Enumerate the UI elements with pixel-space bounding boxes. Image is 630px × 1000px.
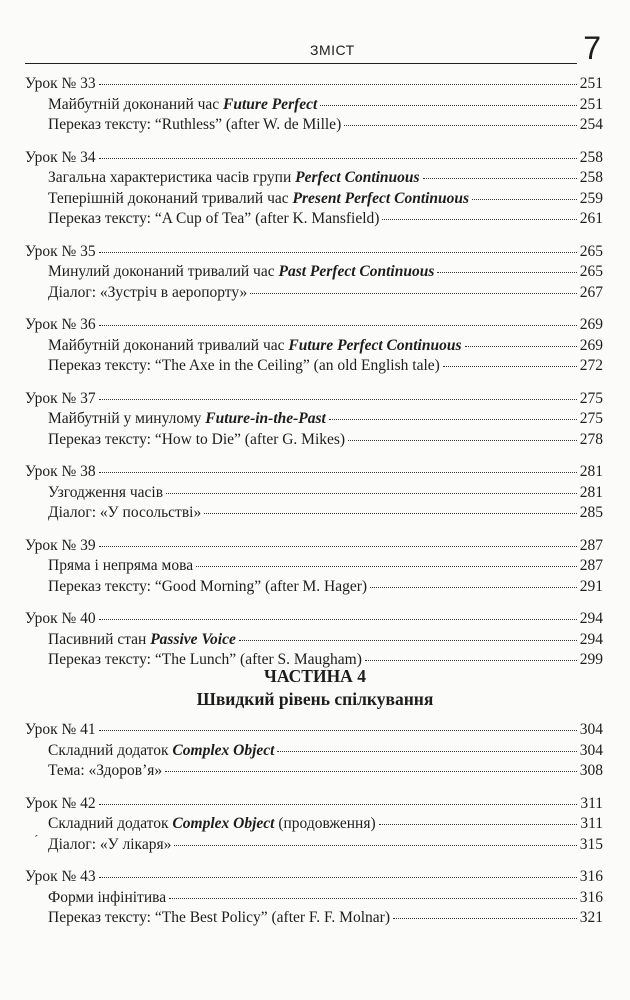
dot-leader xyxy=(165,771,577,772)
topic-entry-title xyxy=(48,815,376,833)
dot-leader xyxy=(99,399,577,400)
dot-leader xyxy=(239,640,577,641)
dot-leader xyxy=(99,546,577,547)
dot-leader xyxy=(365,660,577,661)
lesson-block xyxy=(25,721,603,783)
grammar-term: Passive Voice xyxy=(150,630,236,648)
dot-leader xyxy=(174,845,576,846)
page-number: 7 xyxy=(583,30,601,66)
entry-text: Тема: «Здоров’я» xyxy=(48,762,163,779)
lesson-block xyxy=(25,537,603,599)
lesson-entry[interactable] xyxy=(25,463,603,484)
entry-text: Діалог: «У посольстві» xyxy=(48,504,202,521)
entry-text: Переказ тексту: “The Lunch” (after S. Maugham) xyxy=(48,651,362,668)
topic-entry-title xyxy=(48,96,317,114)
entry-text: Пасивний стан xyxy=(48,630,151,648)
entry-text: Переказ тексту: “How to Die” (after G. Mikes) xyxy=(48,430,346,448)
grammar-term: Present Perfect Continuous xyxy=(292,189,470,207)
topic-entry[interactable] xyxy=(25,284,603,305)
dot-leader xyxy=(472,199,577,200)
entry-text: Діалог: «У лікаря» xyxy=(48,835,172,853)
entry-text: Переказ тексту: “Ruthless” (after W. de Mille) xyxy=(48,116,342,133)
dot-leader xyxy=(169,898,577,899)
dot-leader xyxy=(379,824,578,825)
topic-entry[interactable] xyxy=(25,909,603,930)
dot-leader xyxy=(99,619,577,620)
header-rule xyxy=(25,63,577,64)
topic-entry[interactable] xyxy=(25,190,603,211)
entry-text: Форми інфінітива xyxy=(48,888,167,906)
lesson-entry-title: Урок № 42 xyxy=(25,794,96,812)
topic-entry-title xyxy=(48,484,163,502)
page-ref: 261 xyxy=(579,210,603,227)
topic-entry[interactable] xyxy=(25,484,603,505)
topic-entry[interactable] xyxy=(25,210,603,231)
lesson-block xyxy=(25,868,603,930)
page-ref: 265 xyxy=(579,263,603,280)
page-ref: 316 xyxy=(579,868,603,885)
page-ref: 287 xyxy=(579,536,603,554)
dot-leader xyxy=(99,325,577,326)
entry-text: Складний додаток xyxy=(48,741,173,759)
dot-leader xyxy=(382,219,576,220)
dot-leader xyxy=(99,84,577,85)
lesson-entry-title: Урок № 43 xyxy=(25,868,96,885)
page-ref: 251 xyxy=(579,75,603,92)
topic-entry-title xyxy=(48,190,469,208)
page-ref: 308 xyxy=(579,762,603,779)
page-ref: 285 xyxy=(579,504,603,521)
dot-leader xyxy=(99,158,577,159)
dot-leader xyxy=(99,730,577,731)
dot-leader xyxy=(443,366,577,367)
topic-entry[interactable] xyxy=(25,357,603,378)
topic-entry-title xyxy=(48,889,166,907)
topic-entry-title xyxy=(48,557,193,575)
dot-leader xyxy=(320,105,576,106)
topic-entry[interactable] xyxy=(25,96,603,117)
page-ref: 272 xyxy=(579,357,603,374)
lesson-entry[interactable] xyxy=(25,75,603,96)
entry-text: Переказ тексту: “A Cup of Tea” (after K. Mansfield) xyxy=(48,210,380,227)
grammar-term: Complex Object xyxy=(172,815,275,832)
page-ref: 287 xyxy=(579,557,603,574)
page-ref: 311 xyxy=(580,815,603,832)
lesson-entry[interactable] xyxy=(25,316,603,337)
dot-leader xyxy=(329,419,577,420)
page-ref: 269 xyxy=(579,316,603,333)
topic-entry-title xyxy=(48,357,440,375)
topic-entry[interactable] xyxy=(25,889,603,910)
lesson-entry-title: Урок № 34 xyxy=(25,148,96,166)
entry-text: Узгодження часів xyxy=(48,483,164,501)
entry-text: Минулий доконаний тривалий час xyxy=(48,263,279,280)
topic-entry[interactable] xyxy=(25,815,603,836)
page-ref: 267 xyxy=(579,283,603,301)
dot-leader xyxy=(99,877,577,878)
entry-suffix: (продовження) xyxy=(274,815,376,832)
grammar-term: Future-in-the-Past xyxy=(205,410,326,427)
grammar-term: Perfect Continuous xyxy=(295,169,420,186)
topic-entry-title xyxy=(48,284,247,302)
topic-entry-title xyxy=(48,337,462,355)
topic-entry-title xyxy=(48,410,326,428)
topic-entry[interactable] xyxy=(25,557,603,578)
page-ref: 278 xyxy=(579,430,603,448)
page-ref: 251 xyxy=(579,95,603,113)
page-ref: 258 xyxy=(579,169,603,186)
entry-text: Майбутній доконаний тривалий час xyxy=(48,336,289,354)
dot-leader xyxy=(423,178,577,179)
topic-entry[interactable] xyxy=(25,410,603,431)
entry-text: Майбутній у минулому xyxy=(48,410,206,427)
topic-entry[interactable] xyxy=(25,169,603,190)
page-header xyxy=(25,32,603,66)
lesson-entry[interactable] xyxy=(25,537,603,558)
topic-entry[interactable] xyxy=(25,337,603,358)
dot-leader xyxy=(277,751,576,752)
page-ref: 281 xyxy=(579,463,603,480)
grammar-term: Past Perfect Continuous xyxy=(278,263,435,280)
topic-entry[interactable] xyxy=(25,504,603,525)
lesson-entry[interactable] xyxy=(25,868,603,889)
page-ref: 281 xyxy=(579,483,603,501)
topic-entry-title xyxy=(48,210,379,228)
page-ref: 269 xyxy=(579,336,603,354)
lesson-entry[interactable] xyxy=(25,721,603,742)
entry-text: Пряма і непряма мова xyxy=(48,557,194,574)
topic-entry-title xyxy=(48,836,171,854)
entry-text: Переказ тексту: “The Axe in the Ceiling” (an old English tale) xyxy=(48,357,440,374)
page-ref: 304 xyxy=(579,721,603,738)
dot-leader xyxy=(437,272,576,273)
topic-entry-title xyxy=(48,909,390,927)
lesson-entry-title: Урок № 37 xyxy=(25,389,96,407)
topic-entry[interactable] xyxy=(25,631,603,652)
entry-text: Майбутній доконаний час xyxy=(48,95,224,113)
lesson-entry-title: Урок № 36 xyxy=(25,316,96,333)
lesson-entry[interactable] xyxy=(25,610,603,631)
page-ref: 275 xyxy=(579,410,603,427)
page-ref: 275 xyxy=(579,389,603,407)
topic-entry-title xyxy=(48,116,341,134)
lesson-entry[interactable] xyxy=(25,390,603,411)
lesson-block xyxy=(25,149,603,231)
dot-leader xyxy=(348,440,577,441)
topic-entry[interactable] xyxy=(25,116,603,137)
topic-entry-title xyxy=(48,431,345,449)
lesson-entry-title: Урок № 40 xyxy=(25,610,96,627)
page-ref: 265 xyxy=(579,242,603,260)
topic-entry-title xyxy=(48,762,162,780)
grammar-term: Future Perfect Continuous xyxy=(288,336,462,354)
lesson-block xyxy=(25,75,603,137)
margin-mark: ˊ xyxy=(34,832,39,847)
dot-leader xyxy=(99,252,577,253)
dot-leader xyxy=(166,493,577,494)
dot-leader xyxy=(99,804,578,805)
lesson-entry-title: Урок № 33 xyxy=(25,75,96,92)
topic-entry-title xyxy=(48,169,420,187)
lesson-entry-title: Урок № 35 xyxy=(25,242,96,260)
grammar-term: Complex Object xyxy=(172,741,275,759)
dot-leader xyxy=(99,472,577,473)
page-ref: 321 xyxy=(579,909,603,926)
page-ref: 259 xyxy=(579,189,603,207)
entry-text: Переказ тексту: “Good Morning” (after M. Hager) xyxy=(48,577,368,595)
dot-leader xyxy=(393,918,577,919)
dot-leader xyxy=(465,346,577,347)
topic-entry[interactable] xyxy=(25,836,603,857)
page-ref: 291 xyxy=(579,577,603,595)
page-ref: 304 xyxy=(579,741,603,759)
dot-leader xyxy=(204,513,577,514)
lesson-entry[interactable] xyxy=(25,243,603,264)
page-ref: 294 xyxy=(579,610,603,627)
dot-leader xyxy=(344,125,577,126)
page-ref: 258 xyxy=(579,148,603,166)
topic-entry-title xyxy=(48,578,367,596)
topic-entry-title xyxy=(48,263,434,281)
lesson-entry-title: Урок № 38 xyxy=(25,463,96,480)
page-ref: 254 xyxy=(579,116,603,133)
page-ref: 299 xyxy=(579,651,603,668)
lesson-block xyxy=(25,316,603,378)
lesson-block xyxy=(25,795,603,857)
lesson-entry[interactable] xyxy=(25,795,603,816)
lesson-entry-title: Урок № 41 xyxy=(25,721,96,738)
page-ref: 316 xyxy=(579,888,603,906)
lesson-block xyxy=(25,610,603,672)
entry-text: Переказ тексту: “The Best Policy” (after F. F. Molnar) xyxy=(48,909,390,926)
page-ref: 294 xyxy=(579,630,603,648)
lesson-block xyxy=(25,390,603,452)
lesson-entry[interactable] xyxy=(25,149,603,170)
dot-leader xyxy=(196,566,577,567)
topic-entry[interactable] xyxy=(25,742,603,763)
topic-entry-title xyxy=(48,631,236,649)
topic-entry-title xyxy=(48,504,201,522)
entry-text: Діалог: «Зустріч в аеропорту» xyxy=(48,283,248,301)
lesson-entry-title: Урок № 39 xyxy=(25,536,96,554)
dot-leader xyxy=(370,587,577,588)
entry-text: Загальна характеристика часів групи xyxy=(48,169,296,186)
page-ref: 315 xyxy=(579,835,603,853)
lesson-block xyxy=(25,243,603,305)
topic-entry[interactable] xyxy=(25,263,603,284)
topic-entry[interactable] xyxy=(25,578,603,599)
part-subtitle: Швидкий рівень спілкування xyxy=(196,689,434,709)
topic-entry-title xyxy=(48,742,274,760)
topic-entry[interactable] xyxy=(25,431,603,452)
grammar-term: Future Perfect xyxy=(223,95,318,113)
dot-leader xyxy=(250,293,576,294)
section-title: ЗМІСТ xyxy=(310,42,355,58)
entry-text: Теперішній доконаний тривалий час xyxy=(48,189,293,207)
topic-entry[interactable] xyxy=(25,762,603,783)
lesson-block xyxy=(25,463,603,525)
page-ref: 311 xyxy=(580,794,603,812)
part-title: ЧАСТИНА 4 xyxy=(264,666,366,686)
entry-text: Складний додаток xyxy=(48,815,173,832)
